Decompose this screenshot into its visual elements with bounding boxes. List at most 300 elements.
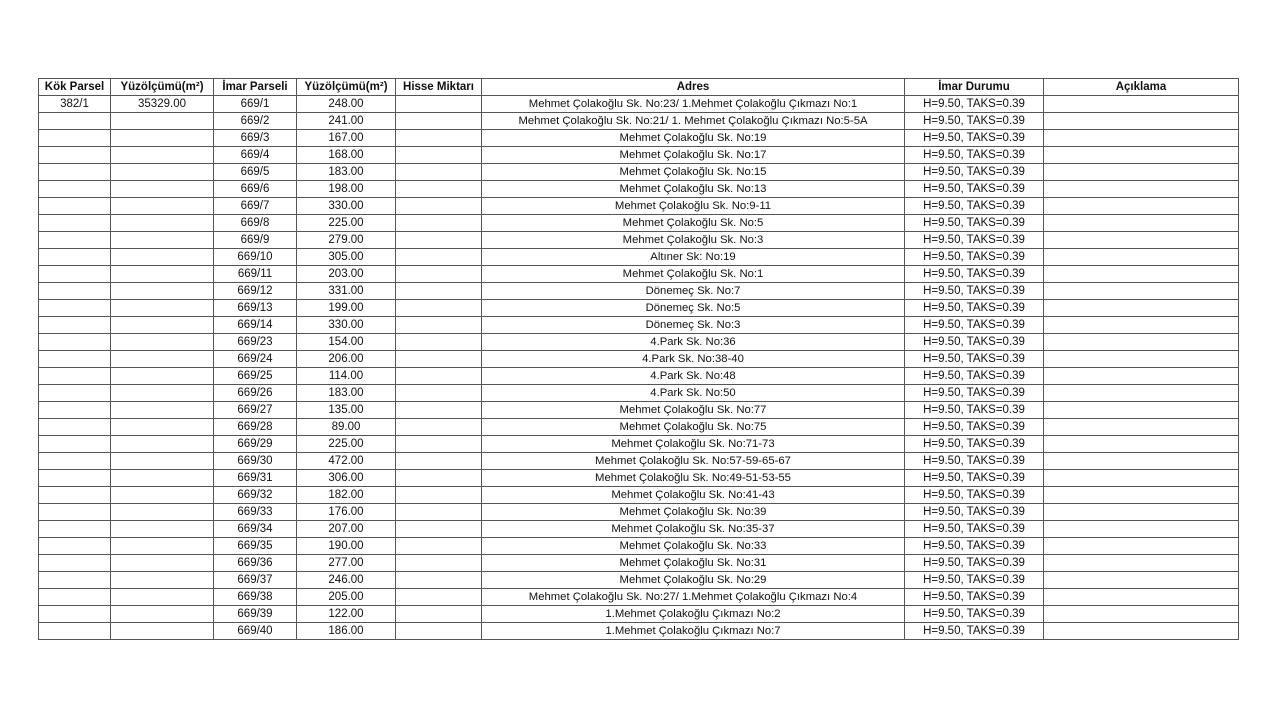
cell-hisse-miktari xyxy=(396,538,482,555)
cell-imar-durumu: H=9.50, TAKS=0.39 xyxy=(905,538,1044,555)
cell-imar-parseli: 669/5 xyxy=(214,164,297,181)
cell-hisse-miktari xyxy=(396,606,482,623)
cell-aciklama xyxy=(1044,164,1239,181)
cell-imar-durumu: H=9.50, TAKS=0.39 xyxy=(905,589,1044,606)
header-imar-parseli: İmar Parseli xyxy=(214,79,297,96)
cell-yuzolcumu-imar: 330.00 xyxy=(297,317,396,334)
cell-yuzolcumu xyxy=(111,266,214,283)
cell-imar-parseli: 669/14 xyxy=(214,317,297,334)
cell-imar-parseli: 669/8 xyxy=(214,215,297,232)
cell-adres: Mehmet Çolakoğlu Sk. No:39 xyxy=(482,504,905,521)
cell-imar-parseli: 669/25 xyxy=(214,368,297,385)
cell-kok-parsel xyxy=(39,181,111,198)
cell-aciklama xyxy=(1044,470,1239,487)
cell-imar-durumu: H=9.50, TAKS=0.39 xyxy=(905,555,1044,572)
cell-imar-parseli: 669/34 xyxy=(214,521,297,538)
cell-imar-parseli: 669/13 xyxy=(214,300,297,317)
cell-yuzolcumu-imar: 198.00 xyxy=(297,181,396,198)
cell-hisse-miktari xyxy=(396,147,482,164)
cell-hisse-miktari xyxy=(396,589,482,606)
cell-aciklama xyxy=(1044,385,1239,402)
cell-aciklama xyxy=(1044,266,1239,283)
cell-yuzolcumu-imar: 472.00 xyxy=(297,453,396,470)
cell-kok-parsel xyxy=(39,317,111,334)
cell-yuzolcumu xyxy=(111,232,214,249)
cell-imar-parseli: 669/36 xyxy=(214,555,297,572)
cell-adres: Dönemeç Sk. No:3 xyxy=(482,317,905,334)
cell-imar-parseli: 669/23 xyxy=(214,334,297,351)
cell-hisse-miktari xyxy=(396,334,482,351)
cell-yuzolcumu xyxy=(111,283,214,300)
cell-aciklama xyxy=(1044,283,1239,300)
cell-yuzolcumu-imar: 305.00 xyxy=(297,249,396,266)
cell-kok-parsel xyxy=(39,232,111,249)
cell-kok-parsel xyxy=(39,130,111,147)
table-row xyxy=(39,334,1239,351)
table-row xyxy=(39,436,1239,453)
cell-imar-parseli: 669/2 xyxy=(214,113,297,130)
cell-hisse-miktari xyxy=(396,164,482,181)
cell-hisse-miktari xyxy=(396,487,482,504)
cell-imar-parseli: 669/28 xyxy=(214,419,297,436)
cell-yuzolcumu xyxy=(111,470,214,487)
cell-imar-parseli: 669/4 xyxy=(214,147,297,164)
cell-hisse-miktari xyxy=(396,453,482,470)
cell-yuzolcumu-imar: 331.00 xyxy=(297,283,396,300)
cell-imar-parseli: 669/24 xyxy=(214,351,297,368)
cell-imar-parseli: 669/30 xyxy=(214,453,297,470)
cell-yuzolcumu-imar: 206.00 xyxy=(297,351,396,368)
cell-yuzolcumu-imar: 241.00 xyxy=(297,113,396,130)
cell-yuzolcumu xyxy=(111,606,214,623)
cell-imar-parseli: 669/1 xyxy=(214,96,297,113)
cell-yuzolcumu xyxy=(111,487,214,504)
cell-yuzolcumu-imar: 277.00 xyxy=(297,555,396,572)
cell-adres: 4.Park Sk. No:50 xyxy=(482,385,905,402)
cell-kok-parsel xyxy=(39,198,111,215)
cell-aciklama xyxy=(1044,555,1239,572)
cell-yuzolcumu-imar: 246.00 xyxy=(297,572,396,589)
cell-imar-parseli: 669/10 xyxy=(214,249,297,266)
cell-yuzolcumu-imar: 186.00 xyxy=(297,623,396,640)
header-yuzolcumu: Yüzölçümü(m²) xyxy=(111,79,214,96)
cell-adres: Mehmet Çolakoğlu Sk. No:31 xyxy=(482,555,905,572)
cell-adres: Mehmet Çolakoğlu Sk. No:21/ 1. Mehmet Çolakoğlu Çıkmazı No:5-5A xyxy=(482,113,905,130)
cell-imar-durumu: H=9.50, TAKS=0.39 xyxy=(905,419,1044,436)
cell-aciklama xyxy=(1044,623,1239,640)
cell-yuzolcumu xyxy=(111,198,214,215)
cell-hisse-miktari xyxy=(396,96,482,113)
cell-imar-durumu: H=9.50, TAKS=0.39 xyxy=(905,436,1044,453)
cell-kok-parsel xyxy=(39,521,111,538)
cell-aciklama xyxy=(1044,402,1239,419)
table-header-row xyxy=(39,79,1239,96)
cell-aciklama xyxy=(1044,215,1239,232)
cell-adres: Mehmet Çolakoğlu Sk. No:23/ 1.Mehmet Çolakoğlu Çıkmazı No:1 xyxy=(482,96,905,113)
cell-yuzolcumu-imar: 225.00 xyxy=(297,436,396,453)
cell-imar-parseli: 669/12 xyxy=(214,283,297,300)
cell-adres: 1.Mehmet Çolakoğlu Çıkmazı No:7 xyxy=(482,623,905,640)
cell-hisse-miktari xyxy=(396,385,482,402)
cell-kok-parsel: 382/1 xyxy=(39,96,111,113)
cell-aciklama xyxy=(1044,521,1239,538)
cell-kok-parsel xyxy=(39,147,111,164)
cell-adres: Mehmet Çolakoğlu Sk. No:77 xyxy=(482,402,905,419)
table-body xyxy=(39,96,1239,640)
table-row xyxy=(39,317,1239,334)
cell-kok-parsel xyxy=(39,334,111,351)
cell-aciklama xyxy=(1044,606,1239,623)
cell-adres: Mehmet Çolakoğlu Sk. No:13 xyxy=(482,181,905,198)
cell-adres: 4.Park Sk. No:38-40 xyxy=(482,351,905,368)
cell-yuzolcumu xyxy=(111,385,214,402)
cell-kok-parsel xyxy=(39,385,111,402)
table-row xyxy=(39,504,1239,521)
cell-aciklama xyxy=(1044,351,1239,368)
cell-yuzolcumu xyxy=(111,538,214,555)
cell-hisse-miktari xyxy=(396,266,482,283)
cell-imar-parseli: 669/33 xyxy=(214,504,297,521)
cell-yuzolcumu xyxy=(111,419,214,436)
cell-kok-parsel xyxy=(39,215,111,232)
table-row xyxy=(39,572,1239,589)
cell-kok-parsel xyxy=(39,368,111,385)
cell-kok-parsel xyxy=(39,504,111,521)
cell-yuzolcumu-imar: 154.00 xyxy=(297,334,396,351)
cell-yuzolcumu xyxy=(111,368,214,385)
cell-imar-durumu: H=9.50, TAKS=0.39 xyxy=(905,300,1044,317)
cell-aciklama xyxy=(1044,419,1239,436)
cell-imar-durumu: H=9.50, TAKS=0.39 xyxy=(905,232,1044,249)
table-row xyxy=(39,96,1239,113)
cell-yuzolcumu-imar: 205.00 xyxy=(297,589,396,606)
cell-imar-parseli: 669/27 xyxy=(214,402,297,419)
cell-imar-durumu: H=9.50, TAKS=0.39 xyxy=(905,317,1044,334)
cell-imar-parseli: 669/11 xyxy=(214,266,297,283)
cell-imar-durumu: H=9.50, TAKS=0.39 xyxy=(905,198,1044,215)
table-row xyxy=(39,402,1239,419)
cell-kok-parsel xyxy=(39,249,111,266)
cell-hisse-miktari xyxy=(396,521,482,538)
table-row xyxy=(39,606,1239,623)
table-row xyxy=(39,198,1239,215)
cell-adres: Mehmet Çolakoğlu Sk. No:71-73 xyxy=(482,436,905,453)
cell-imar-durumu: H=9.50, TAKS=0.39 xyxy=(905,283,1044,300)
cell-yuzolcumu xyxy=(111,402,214,419)
cell-adres: Mehmet Çolakoğlu Sk. No:29 xyxy=(482,572,905,589)
cell-hisse-miktari xyxy=(396,283,482,300)
header-hisse-miktari: Hisse Miktarı xyxy=(396,79,482,96)
table-row xyxy=(39,538,1239,555)
cell-adres: Mehmet Çolakoğlu Sk. No:3 xyxy=(482,232,905,249)
table-row xyxy=(39,589,1239,606)
cell-kok-parsel xyxy=(39,351,111,368)
cell-hisse-miktari xyxy=(396,504,482,521)
cell-yuzolcumu-imar: 203.00 xyxy=(297,266,396,283)
cell-kok-parsel xyxy=(39,113,111,130)
cell-aciklama xyxy=(1044,572,1239,589)
cell-yuzolcumu-imar: 330.00 xyxy=(297,198,396,215)
cell-yuzolcumu-imar: 182.00 xyxy=(297,487,396,504)
table-row xyxy=(39,147,1239,164)
cell-hisse-miktari xyxy=(396,215,482,232)
cell-imar-parseli: 669/26 xyxy=(214,385,297,402)
cell-yuzolcumu xyxy=(111,521,214,538)
cell-yuzolcumu-imar: 279.00 xyxy=(297,232,396,249)
cell-hisse-miktari xyxy=(396,351,482,368)
cell-yuzolcumu-imar: 122.00 xyxy=(297,606,396,623)
cell-imar-durumu: H=9.50, TAKS=0.39 xyxy=(905,453,1044,470)
cell-yuzolcumu xyxy=(111,317,214,334)
cell-aciklama xyxy=(1044,130,1239,147)
cell-imar-parseli: 669/7 xyxy=(214,198,297,215)
cell-imar-durumu: H=9.50, TAKS=0.39 xyxy=(905,470,1044,487)
cell-kok-parsel xyxy=(39,402,111,419)
cell-yuzolcumu xyxy=(111,113,214,130)
cell-imar-parseli: 669/31 xyxy=(214,470,297,487)
cell-imar-durumu: H=9.50, TAKS=0.39 xyxy=(905,147,1044,164)
cell-kok-parsel xyxy=(39,572,111,589)
cell-imar-parseli: 669/6 xyxy=(214,181,297,198)
cell-adres: Mehmet Çolakoğlu Sk. No:35-37 xyxy=(482,521,905,538)
cell-aciklama xyxy=(1044,317,1239,334)
cell-imar-durumu: H=9.50, TAKS=0.39 xyxy=(905,96,1044,113)
table-row xyxy=(39,385,1239,402)
table-row xyxy=(39,181,1239,198)
cell-yuzolcumu-imar: 207.00 xyxy=(297,521,396,538)
cell-imar-durumu: H=9.50, TAKS=0.39 xyxy=(905,606,1044,623)
table-row xyxy=(39,113,1239,130)
cell-imar-durumu: H=9.50, TAKS=0.39 xyxy=(905,368,1044,385)
header-imar-durumu: İmar Durumu xyxy=(905,79,1044,96)
cell-yuzolcumu xyxy=(111,164,214,181)
cell-aciklama xyxy=(1044,453,1239,470)
cell-adres: Mehmet Çolakoğlu Sk. No:9-11 xyxy=(482,198,905,215)
cell-aciklama xyxy=(1044,232,1239,249)
cell-imar-durumu: H=9.50, TAKS=0.39 xyxy=(905,521,1044,538)
table-row xyxy=(39,487,1239,504)
cell-kok-parsel xyxy=(39,555,111,572)
parcel-table-container xyxy=(38,78,1238,640)
cell-adres: Dönemeç Sk. No:5 xyxy=(482,300,905,317)
cell-aciklama xyxy=(1044,113,1239,130)
cell-hisse-miktari xyxy=(396,402,482,419)
parcel-table xyxy=(38,78,1239,640)
cell-yuzolcumu-imar: 168.00 xyxy=(297,147,396,164)
cell-adres: Mehmet Çolakoğlu Sk. No:27/ 1.Mehmet Çolakoğlu Çıkmazı No:4 xyxy=(482,589,905,606)
header-kok-parsel: Kök Parsel xyxy=(39,79,111,96)
cell-yuzolcumu-imar: 248.00 xyxy=(297,96,396,113)
cell-imar-durumu: H=9.50, TAKS=0.39 xyxy=(905,266,1044,283)
cell-imar-parseli: 669/39 xyxy=(214,606,297,623)
cell-imar-parseli: 669/3 xyxy=(214,130,297,147)
cell-imar-durumu: H=9.50, TAKS=0.39 xyxy=(905,402,1044,419)
cell-kok-parsel xyxy=(39,300,111,317)
cell-kok-parsel xyxy=(39,606,111,623)
table-row xyxy=(39,351,1239,368)
cell-aciklama xyxy=(1044,589,1239,606)
cell-yuzolcumu xyxy=(111,181,214,198)
cell-yuzolcumu xyxy=(111,130,214,147)
cell-adres: Altıner Sk: No:19 xyxy=(482,249,905,266)
cell-imar-parseli: 669/37 xyxy=(214,572,297,589)
cell-hisse-miktari xyxy=(396,249,482,266)
cell-yuzolcumu xyxy=(111,436,214,453)
cell-yuzolcumu-imar: 176.00 xyxy=(297,504,396,521)
cell-hisse-miktari xyxy=(396,130,482,147)
header-adres: Adres xyxy=(482,79,905,96)
cell-aciklama xyxy=(1044,334,1239,351)
cell-adres: Mehmet Çolakoğlu Sk. No:49-51-53-55 xyxy=(482,470,905,487)
cell-hisse-miktari xyxy=(396,572,482,589)
table-row xyxy=(39,300,1239,317)
cell-imar-durumu: H=9.50, TAKS=0.39 xyxy=(905,215,1044,232)
cell-yuzolcumu xyxy=(111,334,214,351)
header-aciklama: Açıklama xyxy=(1044,79,1239,96)
cell-imar-durumu: H=9.50, TAKS=0.39 xyxy=(905,487,1044,504)
cell-yuzolcumu-imar: 306.00 xyxy=(297,470,396,487)
cell-yuzolcumu xyxy=(111,572,214,589)
cell-yuzolcumu-imar: 89.00 xyxy=(297,419,396,436)
cell-imar-durumu: H=9.50, TAKS=0.39 xyxy=(905,334,1044,351)
cell-kok-parsel xyxy=(39,538,111,555)
cell-imar-durumu: H=9.50, TAKS=0.39 xyxy=(905,572,1044,589)
cell-imar-durumu: H=9.50, TAKS=0.39 xyxy=(905,130,1044,147)
cell-kok-parsel xyxy=(39,589,111,606)
cell-yuzolcumu xyxy=(111,249,214,266)
cell-kok-parsel xyxy=(39,453,111,470)
cell-imar-durumu: H=9.50, TAKS=0.39 xyxy=(905,351,1044,368)
cell-yuzolcumu: 35329.00 xyxy=(111,96,214,113)
table-row xyxy=(39,232,1239,249)
cell-yuzolcumu xyxy=(111,504,214,521)
cell-imar-durumu: H=9.50, TAKS=0.39 xyxy=(905,623,1044,640)
cell-yuzolcumu xyxy=(111,300,214,317)
cell-hisse-miktari xyxy=(396,555,482,572)
cell-imar-durumu: H=9.50, TAKS=0.39 xyxy=(905,113,1044,130)
cell-hisse-miktari xyxy=(396,368,482,385)
cell-adres: Mehmet Çolakoğlu Sk. No:41-43 xyxy=(482,487,905,504)
cell-yuzolcumu-imar: 190.00 xyxy=(297,538,396,555)
cell-adres: Dönemeç Sk. No:7 xyxy=(482,283,905,300)
cell-imar-durumu: H=9.50, TAKS=0.39 xyxy=(905,504,1044,521)
cell-aciklama xyxy=(1044,436,1239,453)
table-row xyxy=(39,555,1239,572)
cell-hisse-miktari xyxy=(396,623,482,640)
table-row xyxy=(39,283,1239,300)
cell-hisse-miktari xyxy=(396,232,482,249)
cell-aciklama xyxy=(1044,368,1239,385)
cell-hisse-miktari xyxy=(396,181,482,198)
cell-yuzolcumu-imar: 225.00 xyxy=(297,215,396,232)
cell-aciklama xyxy=(1044,487,1239,504)
cell-hisse-miktari xyxy=(396,317,482,334)
cell-adres: Mehmet Çolakoğlu Sk. No:17 xyxy=(482,147,905,164)
table-row xyxy=(39,266,1239,283)
table-row xyxy=(39,164,1239,181)
cell-adres: Mehmet Çolakoğlu Sk. No:75 xyxy=(482,419,905,436)
cell-adres: 4.Park Sk. No:36 xyxy=(482,334,905,351)
cell-imar-durumu: H=9.50, TAKS=0.39 xyxy=(905,385,1044,402)
cell-adres: 1.Mehmet Çolakoğlu Çıkmazı No:2 xyxy=(482,606,905,623)
cell-imar-durumu: H=9.50, TAKS=0.39 xyxy=(905,164,1044,181)
table-row xyxy=(39,130,1239,147)
cell-aciklama xyxy=(1044,249,1239,266)
table-row xyxy=(39,623,1239,640)
cell-yuzolcumu-imar: 167.00 xyxy=(297,130,396,147)
cell-kok-parsel xyxy=(39,436,111,453)
cell-hisse-miktari xyxy=(396,198,482,215)
cell-adres: Mehmet Çolakoğlu Sk. No:1 xyxy=(482,266,905,283)
cell-kok-parsel xyxy=(39,470,111,487)
cell-hisse-miktari xyxy=(396,436,482,453)
cell-kok-parsel xyxy=(39,266,111,283)
cell-imar-parseli: 669/40 xyxy=(214,623,297,640)
table-row xyxy=(39,215,1239,232)
cell-imar-parseli: 669/38 xyxy=(214,589,297,606)
cell-aciklama xyxy=(1044,504,1239,521)
cell-yuzolcumu xyxy=(111,147,214,164)
table-row xyxy=(39,470,1239,487)
table-row xyxy=(39,521,1239,538)
cell-aciklama xyxy=(1044,147,1239,164)
cell-imar-durumu: H=9.50, TAKS=0.39 xyxy=(905,249,1044,266)
cell-imar-parseli: 669/9 xyxy=(214,232,297,249)
table-row xyxy=(39,453,1239,470)
cell-aciklama xyxy=(1044,538,1239,555)
cell-imar-durumu: H=9.50, TAKS=0.39 xyxy=(905,181,1044,198)
cell-kok-parsel xyxy=(39,487,111,504)
cell-hisse-miktari xyxy=(396,470,482,487)
cell-hisse-miktari xyxy=(396,300,482,317)
cell-yuzolcumu xyxy=(111,623,214,640)
cell-hisse-miktari xyxy=(396,419,482,436)
cell-kok-parsel xyxy=(39,623,111,640)
cell-imar-parseli: 669/29 xyxy=(214,436,297,453)
cell-imar-parseli: 669/35 xyxy=(214,538,297,555)
cell-yuzolcumu xyxy=(111,215,214,232)
cell-adres: Mehmet Çolakoğlu Sk. No:15 xyxy=(482,164,905,181)
cell-adres: Mehmet Çolakoğlu Sk. No:57-59-65-67 xyxy=(482,453,905,470)
cell-yuzolcumu-imar: 183.00 xyxy=(297,164,396,181)
cell-adres: 4.Park Sk. No:48 xyxy=(482,368,905,385)
cell-yuzolcumu-imar: 183.00 xyxy=(297,385,396,402)
cell-yuzolcumu xyxy=(111,555,214,572)
cell-aciklama xyxy=(1044,181,1239,198)
cell-yuzolcumu-imar: 199.00 xyxy=(297,300,396,317)
cell-yuzolcumu xyxy=(111,453,214,470)
cell-yuzolcumu xyxy=(111,589,214,606)
cell-kok-parsel xyxy=(39,164,111,181)
cell-kok-parsel xyxy=(39,419,111,436)
cell-kok-parsel xyxy=(39,283,111,300)
cell-adres: Mehmet Çolakoğlu Sk. No:5 xyxy=(482,215,905,232)
cell-yuzolcumu-imar: 135.00 xyxy=(297,402,396,419)
cell-imar-parseli: 669/32 xyxy=(214,487,297,504)
cell-yuzolcumu xyxy=(111,351,214,368)
table-row xyxy=(39,419,1239,436)
table-row xyxy=(39,368,1239,385)
table-row xyxy=(39,249,1239,266)
cell-adres: Mehmet Çolakoğlu Sk. No:19 xyxy=(482,130,905,147)
cell-hisse-miktari xyxy=(396,113,482,130)
cell-yuzolcumu-imar: 114.00 xyxy=(297,368,396,385)
header-yuzolcumu-imar: Yüzölçümü(m²) xyxy=(297,79,396,96)
cell-aciklama xyxy=(1044,198,1239,215)
cell-aciklama xyxy=(1044,300,1239,317)
cell-adres: Mehmet Çolakoğlu Sk. No:33 xyxy=(482,538,905,555)
cell-aciklama xyxy=(1044,96,1239,113)
